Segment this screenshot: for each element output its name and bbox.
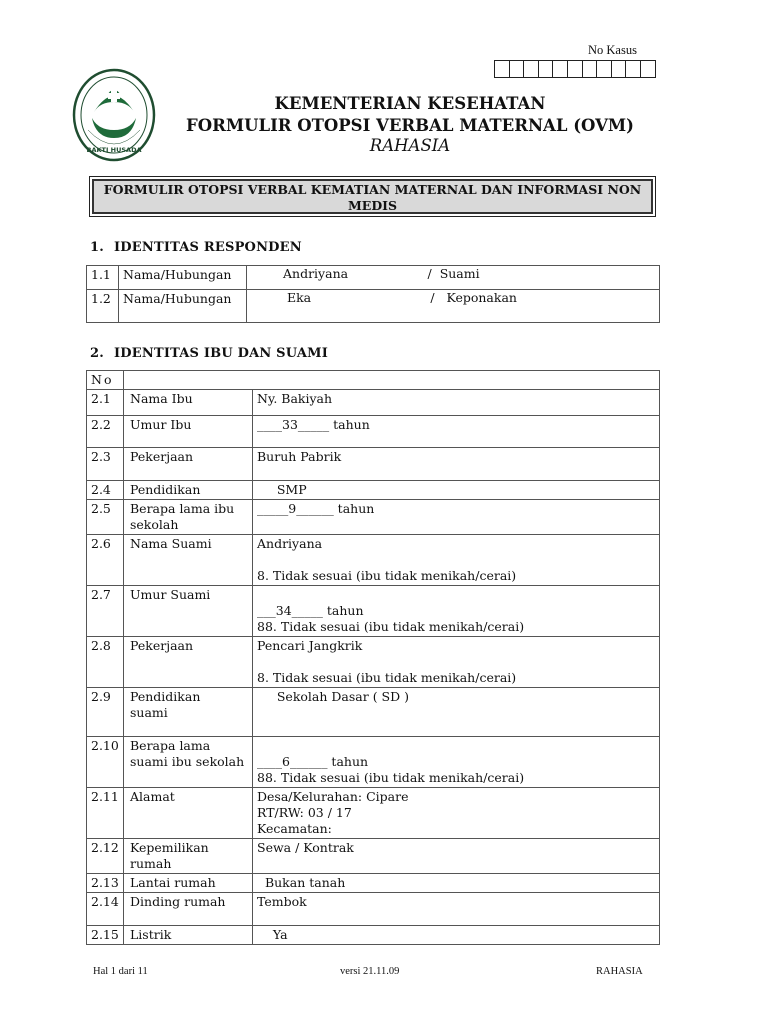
no-kasus-digit-box[interactable]	[597, 61, 612, 77]
no-kasus-digit-box[interactable]	[583, 61, 598, 77]
mother-husband-table	[86, 370, 660, 945]
row-value-cell[interactable]: Andriyana 8. Tidak sesuai (ibu tidak menikah/cerai)	[253, 535, 660, 586]
respondent-row	[87, 290, 660, 323]
row-no-cell: 2.1	[87, 390, 124, 416]
table-row	[87, 535, 660, 586]
row-label-cell: Umur Suami	[124, 586, 253, 637]
table-row	[87, 926, 660, 945]
row-no-cell: 2.7	[87, 586, 124, 637]
table-row	[87, 839, 660, 874]
section-1-title: IDENTITAS RESPONDEN	[114, 240, 302, 255]
respondent-value-cell[interactable]: Eka / Keponakan	[247, 290, 660, 323]
row-value-cell[interactable]: Sekolah Dasar ( SD )	[253, 688, 660, 737]
row-label-cell: Alamat	[124, 788, 253, 839]
form-title-box	[89, 176, 656, 217]
no-kasus-digit-box[interactable]	[568, 61, 583, 77]
table-row	[87, 448, 660, 481]
row-value-cell[interactable]: Buruh Pabrik	[253, 448, 660, 481]
no-kasus-digit-box[interactable]	[495, 61, 510, 77]
row-label-cell: Nama Suami	[124, 535, 253, 586]
row-label-cell: Kepemilikan rumah	[124, 839, 253, 874]
footer-confidential: RAHASIA	[596, 966, 643, 977]
row-value-cell[interactable]: Ya	[253, 926, 660, 945]
table-row	[87, 416, 660, 448]
table-row	[87, 688, 660, 737]
section-1-number: 1.	[90, 240, 104, 255]
respondent-label-cell: Nama/Hubungan	[119, 266, 247, 290]
section-1-heading	[90, 240, 302, 255]
logo-text: BAKTI HUSADA	[86, 146, 142, 154]
row-no-cell: 2.5	[87, 500, 124, 535]
row-value-cell[interactable]: ___34_____ tahun 88. Tidak sesuai (ibu tidak menikah/cerai)	[253, 586, 660, 637]
row-no-cell: 2.3	[87, 448, 124, 481]
footer-page-number: Hal 1 dari 11	[93, 966, 148, 977]
table-row	[87, 893, 660, 926]
no-kasus-digit-box[interactable]	[524, 61, 539, 77]
table-row	[87, 500, 660, 535]
table-row	[87, 637, 660, 688]
row-value-cell[interactable]: ____33_____ tahun	[253, 416, 660, 448]
form-title-box-text: FORMULIR OTOPSI VERBAL KEMATIAN MATERNAL DAN INFORMASI NON MEDIS	[92, 179, 653, 214]
footer-version: versi 21.11.09	[340, 966, 400, 977]
row-label-cell: Berapa lama suami ibu sekolah	[124, 737, 253, 788]
row-no-cell: 2.9	[87, 688, 124, 737]
row-label-cell: Pendidikan	[124, 481, 253, 500]
row-no-cell: 2.8	[87, 637, 124, 688]
respondent-no-cell: 1.1	[87, 266, 119, 290]
row-value-cell[interactable]: SMP	[253, 481, 660, 500]
table-row	[87, 737, 660, 788]
row-value-cell[interactable]: Pencari Jangkrik 8. Tidak sesuai (ibu tidak menikah/cerai)	[253, 637, 660, 688]
respondent-table	[86, 265, 660, 323]
row-value-cell[interactable]: _____9______ tahun	[253, 500, 660, 535]
row-label-cell: Nama Ibu	[124, 390, 253, 416]
row-label-cell: Berapa lama ibu sekolah	[124, 500, 253, 535]
row-no-cell: 2.11	[87, 788, 124, 839]
respondent-row	[87, 266, 660, 290]
table-row	[87, 390, 660, 416]
row-no-cell: 2.13	[87, 874, 124, 893]
row-value-cell[interactable]: Ny. Bakiyah	[253, 390, 660, 416]
header-no-cell: No	[87, 371, 124, 390]
row-label-cell: Lantai rumah	[124, 874, 253, 893]
row-no-cell: 2.2	[87, 416, 124, 448]
table-row	[87, 481, 660, 500]
row-label-cell: Listrik	[124, 926, 253, 945]
no-kasus-digit-box[interactable]	[553, 61, 568, 77]
no-kasus-digit-box[interactable]	[641, 61, 655, 77]
respondent-value-cell[interactable]: Andriyana / Suami	[247, 266, 660, 290]
row-no-cell: 2.10	[87, 737, 124, 788]
row-value-cell[interactable]: Tembok	[253, 893, 660, 926]
row-label-cell: Pekerjaan	[124, 448, 253, 481]
respondent-label-cell: Nama/Hubungan	[119, 290, 247, 323]
confidential-label: RAHASIA	[369, 136, 451, 155]
row-label-cell: Pekerjaan	[124, 637, 253, 688]
section-2-title: IDENTITAS IBU DAN SUAMI	[114, 346, 329, 361]
table-row	[87, 586, 660, 637]
table-row	[87, 874, 660, 893]
section-2-heading	[90, 346, 328, 361]
no-kasus-label: No Kasus	[588, 43, 637, 57]
respondent-no-cell: 1.2	[87, 290, 119, 323]
row-value-cell[interactable]: Bukan tanah	[253, 874, 660, 893]
row-label-cell: Pendidikan suami	[124, 688, 253, 737]
form-title: FORMULIR OTOPSI VERBAL MATERNAL (OVM)	[186, 116, 634, 135]
row-no-cell: 2.6	[87, 535, 124, 586]
row-value-cell[interactable]: ____6______ tahun 88. Tidak sesuai (ibu tidak menikah/cerai)	[253, 737, 660, 788]
row-no-cell: 2.12	[87, 839, 124, 874]
table-header-row	[87, 371, 660, 390]
row-no-cell: 2.14	[87, 893, 124, 926]
no-kasus-digit-box[interactable]	[539, 61, 554, 77]
no-kasus-digit-box[interactable]	[510, 61, 525, 77]
no-kasus-digit-box[interactable]	[612, 61, 627, 77]
table-row	[87, 788, 660, 839]
row-no-cell: 2.4	[87, 481, 124, 500]
row-label-cell: Dinding rumah	[124, 893, 253, 926]
row-label-cell: Umur Ibu	[124, 416, 253, 448]
row-no-cell: 2.15	[87, 926, 124, 945]
row-value-cell[interactable]: Desa/Kelurahan: Cipare RT/RW: 03 / 17 Kecamatan:	[253, 788, 660, 839]
no-kasus-boxes[interactable]	[494, 60, 656, 78]
no-kasus-digit-box[interactable]	[626, 61, 641, 77]
row-value-cell[interactable]: Sewa / Kontrak	[253, 839, 660, 874]
ministry-title: KEMENTERIAN KESEHATAN	[274, 94, 546, 113]
header-empty-cell	[124, 371, 660, 390]
section-2-number: 2.	[90, 346, 104, 361]
